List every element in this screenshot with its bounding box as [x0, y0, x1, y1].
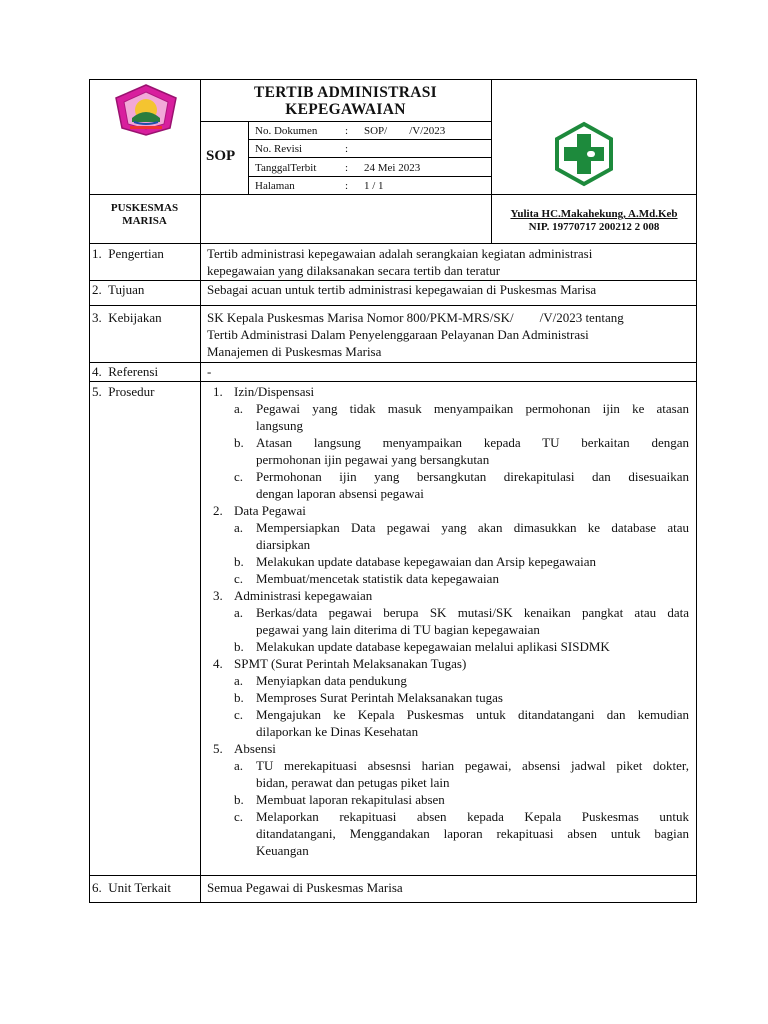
- procedure-sub-mark: b.: [234, 435, 244, 450]
- field-sep: :: [345, 143, 349, 155]
- procedure-sub-text-line: Keuangan: [256, 843, 309, 858]
- kebijakan-text-line: Manajemen di Puskesmas Marisa: [207, 344, 382, 359]
- procedure-item-number: 2.: [213, 503, 223, 518]
- field-label: No. Dokumen: [255, 125, 318, 137]
- procedure-sub-text-line: langsung: [256, 418, 303, 433]
- pengertian-text-line: Tertib administrasi kepegawaian adalah serangkaian kegiatan administrasi: [207, 246, 593, 261]
- procedure-sub-mark: a.: [234, 673, 244, 688]
- procedure-sub-text-line: Melakukan update database kepegawaian dan Arsip kepegawaian: [256, 554, 597, 569]
- procedure-sub-mark: b.: [234, 792, 244, 807]
- procedure-sub-text-line: Memproses Surat Perintah Melaksanakan tugas: [256, 690, 503, 705]
- signer-nip: NIP. 19770717 200212 2 008: [528, 221, 660, 233]
- section-label-prosedur: 5. Prosedur: [92, 384, 155, 399]
- procedure-sub-text-line: Pegawai yang tidak masuk menyampaikan permohonan ijin ke atasan: [256, 401, 689, 416]
- section-label-referensi: 4. Referensi: [92, 364, 159, 379]
- procedure-sub-text-line: Mempersiapkan Data pegawai yang akan dimasukkan ke database atau: [256, 520, 689, 535]
- procedure-sub-text-line: Menyiapkan data pendukung: [256, 673, 407, 688]
- field-sep: :: [345, 125, 349, 137]
- health-cross-logo-icon: [551, 121, 617, 187]
- procedure-sub-mark: a.: [234, 401, 244, 416]
- document-title-line2: KEPEGAWAIAN: [285, 101, 406, 118]
- field-label: TanggalTerbit: [255, 162, 317, 174]
- procedure-sub-mark: b.: [234, 690, 244, 705]
- procedure-sub-mark: a.: [234, 758, 244, 773]
- field-label: No. Revisi: [255, 143, 303, 155]
- procedure-sub-text-line: Atasan langsung menyampaikan kepada TU berkaitan dengan: [256, 435, 689, 450]
- procedure-sub-mark: c.: [234, 809, 244, 824]
- procedure-sub-mark: b.: [234, 639, 244, 654]
- procedure-sub-text-line: dengan laporan absensi pegawai: [256, 486, 424, 501]
- procedure-sub-text-line: dilaporkan ke Dinas Kesehatan: [256, 724, 419, 739]
- field-value: SOP/ /V/2023: [364, 125, 446, 137]
- pengertian-text-line: kepegawaian yang dilaksanakan secara tertib dan teratur: [207, 263, 501, 278]
- field-sep: :: [345, 180, 349, 192]
- procedure-sub-text-line: bidan, perawat dan petugas piket lain: [256, 775, 450, 790]
- procedure-item-title: Administrasi kepegawaian: [234, 588, 373, 603]
- procedure-item-title: Izin/Dispensasi: [234, 384, 315, 399]
- procedure-sub-text-line: pegawai yang lain diterima di TU bagian kepegawaian: [256, 622, 540, 637]
- procedure-sub-mark: c.: [234, 707, 244, 722]
- field-value: 24 Mei 2023: [364, 162, 421, 174]
- procedure-item-number: 4.: [213, 656, 223, 671]
- procedure-sub-text-line: Melakukan update database kepegawaian melalui aplikasi SISDMK: [256, 639, 610, 654]
- field-label: Halaman: [255, 180, 295, 192]
- procedure-sub-text-line: diarsipkan: [256, 537, 311, 552]
- procedure-sub-text-line: Melaporkan rekapituasi absen kepada Kepala Puskesmas untuk: [256, 809, 689, 824]
- procedure-item-number: 3.: [213, 588, 223, 603]
- procedure-item-title: Data Pegawai: [234, 503, 306, 518]
- field-value: 1 / 1: [364, 180, 384, 192]
- procedure-sub-text-line: Mengajukan ke Kepala Puskesmas untuk ditandatangani dan kemudian: [256, 707, 689, 722]
- kebijakan-text-line: SK Kepala Puskesmas Marisa Nomor 800/PKM-MRS/SK/ /V/2023 tentang: [207, 310, 624, 325]
- procedure-sub-mark: a.: [234, 520, 244, 535]
- org-name-line2: MARISA: [122, 215, 167, 227]
- document-title-line1: TERTIB ADMINISTRASI: [253, 84, 438, 101]
- procedure-sub-text-line: Berkas/data pegawai berupa SK mutasi/SK kenaikan pangkat atau data: [256, 605, 689, 620]
- kebijakan-text-line: Tertib Administrasi Dalam Penyelenggaraan Pelayanan Dan Administrasi: [207, 327, 589, 342]
- field-sep: :: [345, 162, 349, 174]
- tujuan-text: Sebagai acuan untuk tertib administrasi kepegawaian di Puskesmas Marisa: [207, 282, 597, 297]
- procedure-sub-text-line: permohonan ijin pegawai yang bersangkutan: [256, 452, 490, 467]
- procedure-sub-mark: c.: [234, 571, 244, 586]
- procedure-sub-mark: b.: [234, 554, 244, 569]
- procedure-sub-mark: c.: [234, 469, 244, 484]
- section-label-unit-terkait: 6. Unit Terkait: [92, 880, 172, 895]
- procedure-sub-text-line: ditandatangani, Menggandakan laporan rekapituasi absen untuk bagian: [256, 826, 689, 841]
- signer-name: Yulita HC.Makahekung, A.Md.Keb: [510, 208, 678, 220]
- sop-label: SOP: [206, 148, 236, 164]
- procedure-item-number: 5.: [213, 741, 223, 756]
- unit-terkait-text: Semua Pegawai di Puskesmas Marisa: [207, 880, 403, 895]
- procedure-sub-text-line: Permohonan ijin yang bersangkutan direkapitulasi dan disesuaikan: [256, 469, 689, 484]
- procedure-item-title: SPMT (Surat Perintah Melaksanakan Tugas): [234, 656, 467, 671]
- puskesmas-logo-icon: [110, 82, 182, 138]
- section-label-tujuan: 2. Tujuan: [92, 282, 145, 297]
- procedure-item-number: 1.: [213, 384, 223, 399]
- procedure-sub-text-line: Membuat laporan rekapitulasi absen: [256, 792, 445, 807]
- section-label-pengertian: 1. Pengertian: [92, 246, 164, 261]
- procedure-sub-text-line: Membuat/mencetak statistik data kepegawaian: [256, 571, 499, 586]
- procedure-sub-text-line: TU merekapituasi absesnsi harian pegawai, absensi jadwal piket dokter,: [256, 758, 689, 773]
- section-label-kebijakan: 3. Kebijakan: [92, 310, 162, 325]
- referensi-text: -: [207, 364, 212, 379]
- procedure-item-title: Absensi: [234, 741, 276, 756]
- procedure-sub-mark: a.: [234, 605, 244, 620]
- org-name-line1: PUSKESMAS: [110, 202, 179, 214]
